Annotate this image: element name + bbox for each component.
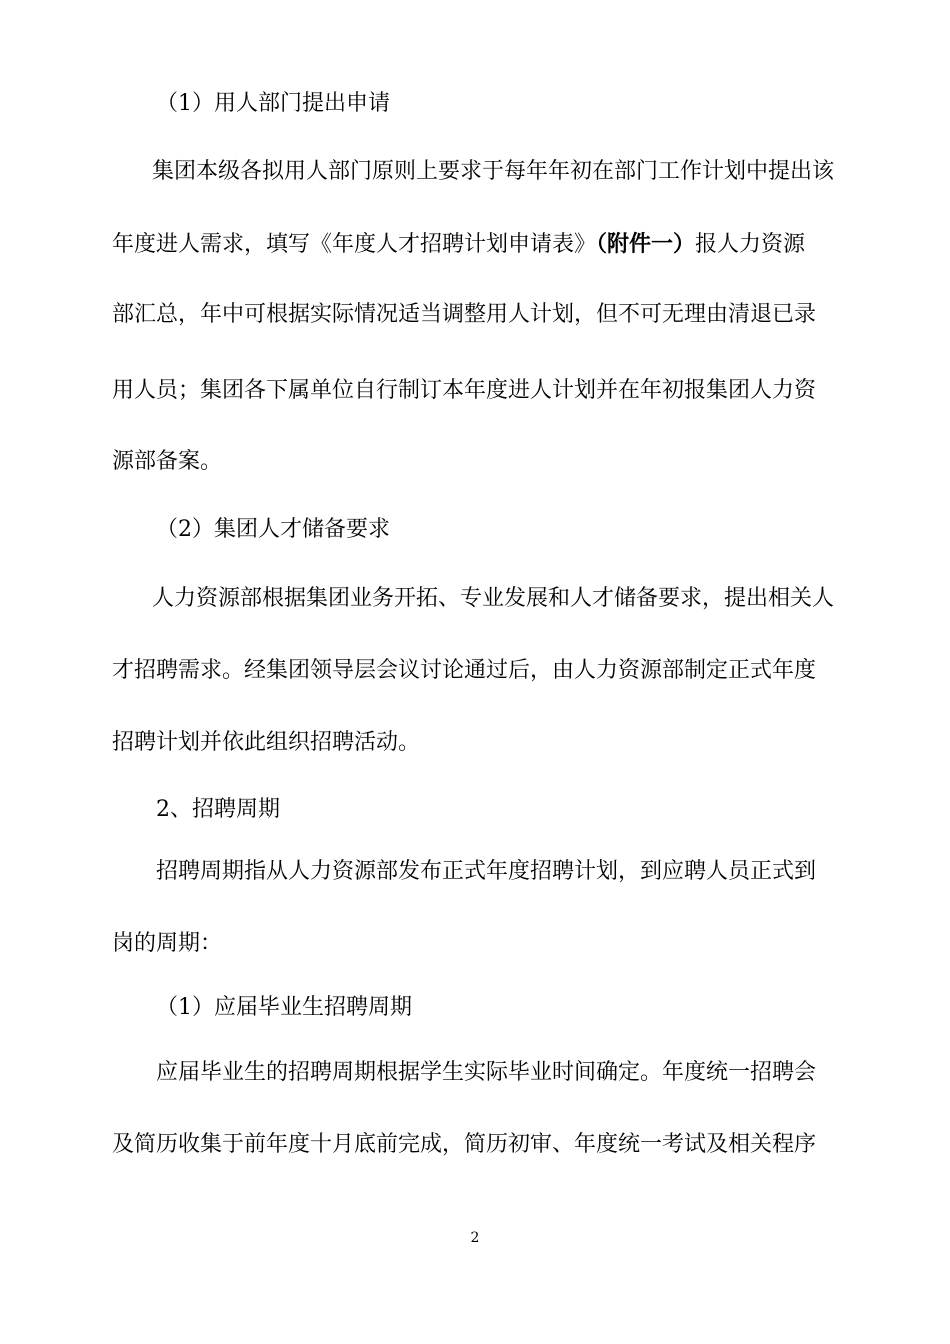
line-text: （2）集团人才储备要求 bbox=[156, 517, 390, 542]
line-text: 集团本级各拟用人部门原则上要求于每年年初在部门工作计划中提出该 bbox=[152, 159, 835, 184]
paragraph-line bbox=[0, 1058, 950, 1088]
heading-2 bbox=[0, 795, 950, 825]
line-text: 人力资源部根据集团业务开拓、专业发展和人才储备要求，提出相关人 bbox=[152, 586, 835, 611]
heading-2-1 bbox=[0, 993, 950, 1023]
attachment-reference: （附件一） bbox=[596, 231, 696, 257]
line-text: 源部备案。 bbox=[112, 449, 223, 474]
line-text: 报人力资源 bbox=[695, 232, 806, 257]
paragraph-line bbox=[0, 728, 950, 758]
line-text: 招聘周期指从人力资源部发布正式年度招聘计划，到应聘人员正式到 bbox=[156, 859, 817, 884]
paragraph-line bbox=[0, 376, 950, 406]
line-text: 及简历收集于前年度十月底前完成，简历初审、年度统一考试及相关程序 bbox=[112, 1132, 817, 1157]
paragraph-line bbox=[0, 447, 950, 477]
line-text: （1）应届毕业生招聘周期 bbox=[156, 995, 412, 1020]
paragraph-line bbox=[0, 157, 950, 187]
line-text: （1）用人部门提出申请 bbox=[156, 91, 390, 116]
paragraph-line bbox=[0, 584, 950, 614]
paragraph-line bbox=[0, 656, 950, 686]
line-text: 才招聘需求。经集团领导层会议讨论通过后，由人力资源部制定正式年度 bbox=[112, 658, 817, 683]
paragraph-line bbox=[0, 229, 950, 260]
page-number: 2 bbox=[470, 1230, 480, 1246]
paragraph-line bbox=[0, 1130, 950, 1160]
line-text: 年度进人需求，填写《年度人才招聘计划申请表》 bbox=[112, 232, 597, 257]
heading-1-1 bbox=[0, 89, 950, 119]
heading-1-2 bbox=[0, 515, 950, 545]
line-text: 用人员；集团各下属单位自行制订本年度进人计划并在年初报集团人力资 bbox=[112, 378, 817, 403]
line-text: 应届毕业生的招聘周期根据学生实际毕业时间确定。年度统一招聘会 bbox=[156, 1060, 817, 1085]
paragraph-line bbox=[0, 929, 950, 959]
paragraph-line bbox=[0, 857, 950, 887]
line-text: 部汇总，年中可根据实际情况适当调整用人计划，但不可无理由清退已录 bbox=[112, 302, 817, 327]
paragraph-line bbox=[0, 300, 950, 330]
line-text: 2、招聘周期 bbox=[156, 797, 280, 822]
line-text: 岗的周期： bbox=[112, 931, 223, 956]
line-text: 招聘计划并依此组织招聘活动。 bbox=[112, 730, 421, 755]
